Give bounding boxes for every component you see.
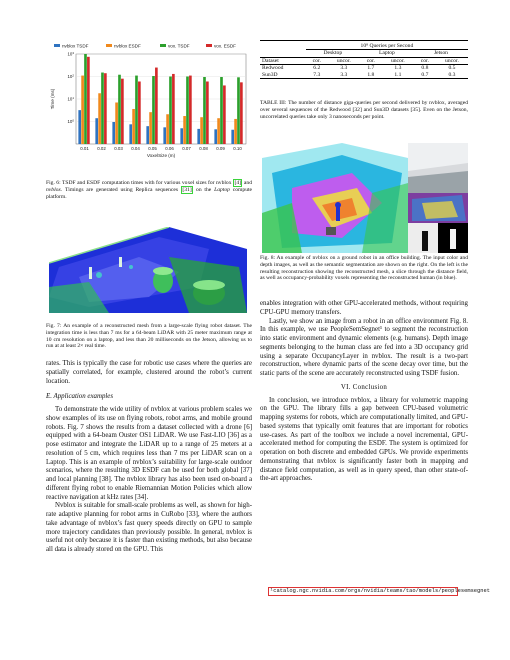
- legend-label: nvblox ESDF: [114, 43, 141, 49]
- chart-plot-area: [50, 51, 246, 158]
- table-col-header: cor.: [360, 57, 382, 64]
- table-iii: [260, 40, 468, 79]
- y-tick-label: $10^1$: [67, 96, 74, 102]
- paragraph: In conclusion, we introduce nvblox, a library for volumetric mapping on the GPU. The library fills a gap between CPU-based volumetric mapping systems for robots, which are computationally limited, and GPU-based systems that typically omit features that are important for robotics use-cases. As part of the toolbox we include a novel incremental, GPU-accelerated method for computing the ESDF. The system is optimized for operation on both discrete and embedded GPUs. We provide experiments demonstrating that nvblox is significantly faster both in mapping and distance field computation, as well as in query speed, than other state-of-the-art approaches.: [260, 396, 468, 483]
- fig6-bar-chart: [46, 38, 252, 180]
- bar: [234, 119, 237, 144]
- bar: [132, 109, 135, 144]
- table-row: Sun3D 7.3 3.3 1.8 1.1 0.7 0.3: [262, 71, 456, 78]
- bar: [84, 54, 87, 144]
- bar: [203, 77, 206, 144]
- table-platform: Desktop: [306, 50, 360, 57]
- bar: [206, 81, 209, 144]
- x-tick-label: 0.10: [233, 146, 242, 151]
- bar: [135, 76, 138, 144]
- footnote-link[interactable]: ¹catalog.ngc.nvidia.com/orgs/nvidia/teams/tao/models/peoplesemsegnet: [270, 588, 490, 594]
- legend-swatch: [54, 44, 60, 47]
- bar: [115, 102, 118, 144]
- table-col-header: cor.: [414, 57, 436, 64]
- table-header-top: 10⁸ Queries per Second: [360, 43, 414, 49]
- bar: [237, 77, 240, 144]
- bar: [217, 118, 220, 144]
- table-col-header: uncor.: [328, 57, 360, 64]
- paragraph: rates. This is typically the case for robotic use cases where the queries are spatially correlated, for example, clustered around the robot’s current location.: [46, 360, 252, 385]
- bar: [149, 112, 152, 144]
- table-platform: Laptop: [360, 50, 414, 57]
- table-col-header: uncor.: [436, 57, 468, 64]
- paragraph: Nvblox is suitable for small-scale problems as well, as shown for high-rate adaptive planning for robot arms in CuRobo [33], where the authors take advantage of nvblox’s fast query speeds directly on GPU to sample more trajectory candidates than previously possible. In general, nvblox is useful not only because it is faster than existing methods, but also because all data is already stored on the GPU. This: [46, 502, 252, 553]
- x-tick-label: 0.01: [80, 146, 89, 151]
- table-platform: Jetson: [414, 50, 468, 57]
- bar: [101, 73, 104, 144]
- bar: [87, 57, 90, 144]
- bar: [197, 129, 200, 144]
- y-tick-label: $10^3$: [67, 51, 74, 57]
- queries-table: [260, 41, 468, 78]
- chart-legend: [54, 44, 236, 49]
- bar: [220, 77, 223, 144]
- fig8-caption: Fig. 8: An example of nvblox on a ground robot in an office building. The input color and depth images, as well as the semantic segmentation are shown on the right. On the left is the resulting reconstruction showing the reconstructed mesh, a slice through the distance field, as well as occupancy-probability voxels representing the reconstructed human (in blue).: [260, 255, 468, 282]
- table-iii-caption: TABLE III: The number of distance giga-queries per second delivered by nvblox, averaged over several sequences of the Redwood [32] and Sun3D datasets [35]. Even on the Jetson, uncorrelated queries take only 3 nanoseconds per point.: [260, 100, 468, 120]
- bar: [223, 85, 226, 144]
- left-body-text: [46, 360, 252, 555]
- bar: [214, 129, 217, 144]
- bar: [163, 127, 166, 144]
- bar: [138, 81, 141, 144]
- x-tick-label: 0.08: [199, 146, 208, 151]
- bar: [112, 122, 115, 144]
- legend-label: vox. TSDF: [168, 43, 190, 49]
- bar: [98, 93, 101, 144]
- bar: [121, 79, 124, 144]
- paragraph: Lastly, we show an image from a robot in an office environment Fig. 8. In this example, we use PeopleSemSegnet¹ to segment the reconstruction into static environment and dynamic elements (e.g. humans). Depth image segments belonging to the human class are fed into a 3D occupancy grid using a separate OccupancyLayer in nvblox. The result is a two-part reconstruction, where dynamic parts of the scene decay over time, but the static parts of the scene are accurately reconstructed using TSDF fusion.: [260, 317, 468, 377]
- x-tick-label: 0.06: [165, 146, 174, 151]
- legend-swatch: [106, 44, 112, 47]
- bar: [200, 117, 203, 144]
- legend-label: vox. ESDF: [214, 43, 236, 49]
- fig8-robot-image: [262, 143, 468, 253]
- right-body-text: [260, 300, 468, 484]
- bar: [81, 76, 84, 144]
- bar: [95, 118, 98, 144]
- bar: [152, 76, 155, 144]
- bar: [169, 77, 172, 145]
- bar: [172, 74, 175, 144]
- bar: [166, 114, 169, 144]
- legend-swatch: [206, 44, 212, 47]
- bar: [78, 110, 81, 144]
- legend-label: nvblox TSDF: [62, 43, 89, 49]
- bar: [186, 77, 189, 145]
- bar: [240, 82, 243, 144]
- bar: [129, 124, 132, 144]
- bar: [180, 128, 183, 144]
- x-tick-label: 0.05: [148, 146, 157, 151]
- fig6-caption: Fig. 6: TSDF and ESDF computation times with for various voxel sizes for nvblox [4] and nvblox. Timings are generated using Replica sequences [31] on the Laptop compute platform.: [46, 180, 253, 200]
- y-tick-label: $10^2$: [67, 73, 74, 80]
- y-tick-label: $10^0$: [67, 118, 74, 125]
- bar: [189, 76, 192, 144]
- bar: [231, 130, 234, 144]
- table-col-header: uncor.: [382, 57, 414, 64]
- bar: [118, 75, 121, 144]
- bar: [146, 126, 149, 144]
- x-tick-label: 0.07: [182, 146, 191, 151]
- y-axis-label: Time (ms): [50, 88, 55, 110]
- legend-swatch: [160, 44, 166, 47]
- x-tick-label: 0.03: [114, 146, 123, 151]
- bar: [104, 73, 107, 144]
- bar: [183, 116, 186, 144]
- bar: [155, 68, 158, 144]
- table-row: Redwood 6.2 3.3 1.7 1.3 0.8 0.5: [260, 65, 468, 72]
- x-tick-label: 0.02: [97, 146, 106, 151]
- section-heading: VI. Conclusion: [340, 383, 388, 391]
- subsection-heading: E. Application examples: [46, 393, 114, 401]
- x-tick-label: 0.09: [216, 146, 225, 151]
- fig7-caption: Fig. 7: An example of a reconstructed mesh from a large-scale flying robot dataset. The integration time is less than 7 ms for a 64-beam LiDAR with 25 meter maximum range at 10 cm resolution on a laptop, and less than 20 milliseconds on the Jetson, allowing us to run at at least 2× real time.: [46, 323, 252, 350]
- x-axis-label: VoxelSize (m): [146, 153, 176, 158]
- fig7-reconstruction-image: [49, 227, 247, 313]
- table-col-header: cor.: [306, 57, 328, 64]
- x-tick-label: 0.04: [131, 146, 140, 151]
- table-col-header: Dataset: [260, 57, 306, 64]
- paragraph: To demonstrate the wide utility of nvblox at various problem scales we show examples of its use on flying robots, robot arms, and mobile ground robots. Fig. 7 shows the results from a dataset collected with a drone [6] equipped with a 64-beam Ouster OS1 LiDAR. We use Fast-LIO [36] as a pose estimator and integrate the LiDAR up to a range of 25 meters at a resolution of 5 cm, which requires less than 7 ms per LiDAR scan on a Laptop. This is an example of nvblox’s suitability for large-scale outdoor scenarios, where the resulting 3D ESDF can be used for both global [37] and local planning [38]. The nvblox library has also been used on-board a different flying robot to enable Riemannian Motion Policies which allow reactive navigation at kHz rates [34].: [46, 406, 252, 501]
- paragraph: enables integration with other GPU-accelerated methods, without requiring CPU-GPU memory transfers.: [260, 300, 468, 316]
